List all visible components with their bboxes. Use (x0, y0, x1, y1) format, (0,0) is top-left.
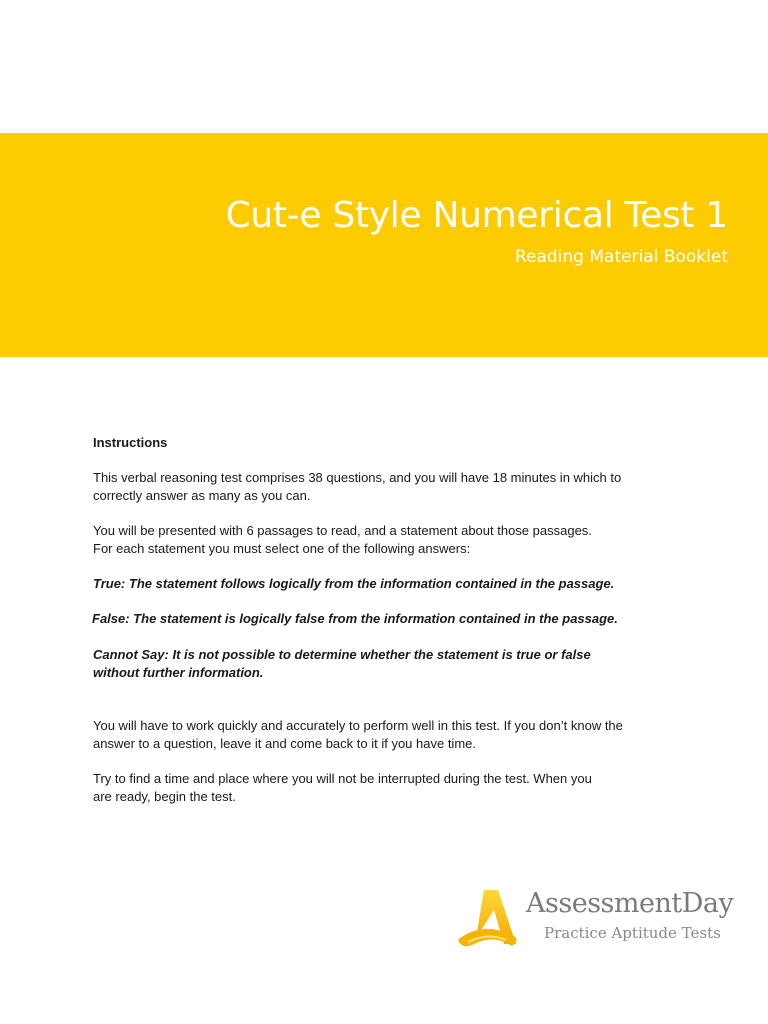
speed-paragraph (93, 717, 693, 753)
intro-paragraph (93, 469, 693, 505)
text-line: This verbal reasoning test comprises 38 questions, and you will have 18 minutes in which to (93, 470, 622, 485)
assessmentday-logo (454, 886, 744, 956)
text-line: You will be presented with 6 passages to read, and a statement about those passages. (93, 523, 592, 538)
passages-paragraph (93, 522, 693, 558)
text-line: For each statement you must select one of the following answers: (93, 541, 471, 556)
instructions-section (92, 434, 693, 804)
document-subtitle: Reading Material Booklet (514, 247, 728, 267)
text-line: correctly answer as many as you can. (93, 488, 311, 503)
text-line: answer to a question, leave it and come back to it if you have time. (93, 736, 476, 751)
logo-name: AssessmentDay (526, 888, 734, 919)
text-line: Try to find a time and place where you will not be interrupted during the test. When you (93, 771, 592, 786)
text-line: without further information. (93, 665, 264, 680)
logo-tagline: Practice Aptitude Tests (544, 924, 721, 942)
environment-paragraph (93, 770, 693, 806)
title-banner (0, 133, 768, 357)
answer-option-false: False: The statement is logically false from the information contained in the passage. (92, 611, 618, 626)
text-line: are ready, begin the test. (93, 789, 236, 804)
document-title: Cut-e Style Numerical Test 1 (225, 195, 728, 236)
instructions-heading: Instructions (93, 435, 168, 450)
answer-option-true: True: The statement follows logically from the information contained in the passage. (93, 576, 615, 591)
text-line: Cannot Say: It is not possible to determine whether the statement is true or false (93, 647, 591, 662)
a-logo-icon (454, 886, 526, 956)
answer-option-cannot-say (93, 646, 693, 682)
text-line: You will have to work quickly and accurately to perform well in this test. If you don’t know the (93, 718, 623, 733)
